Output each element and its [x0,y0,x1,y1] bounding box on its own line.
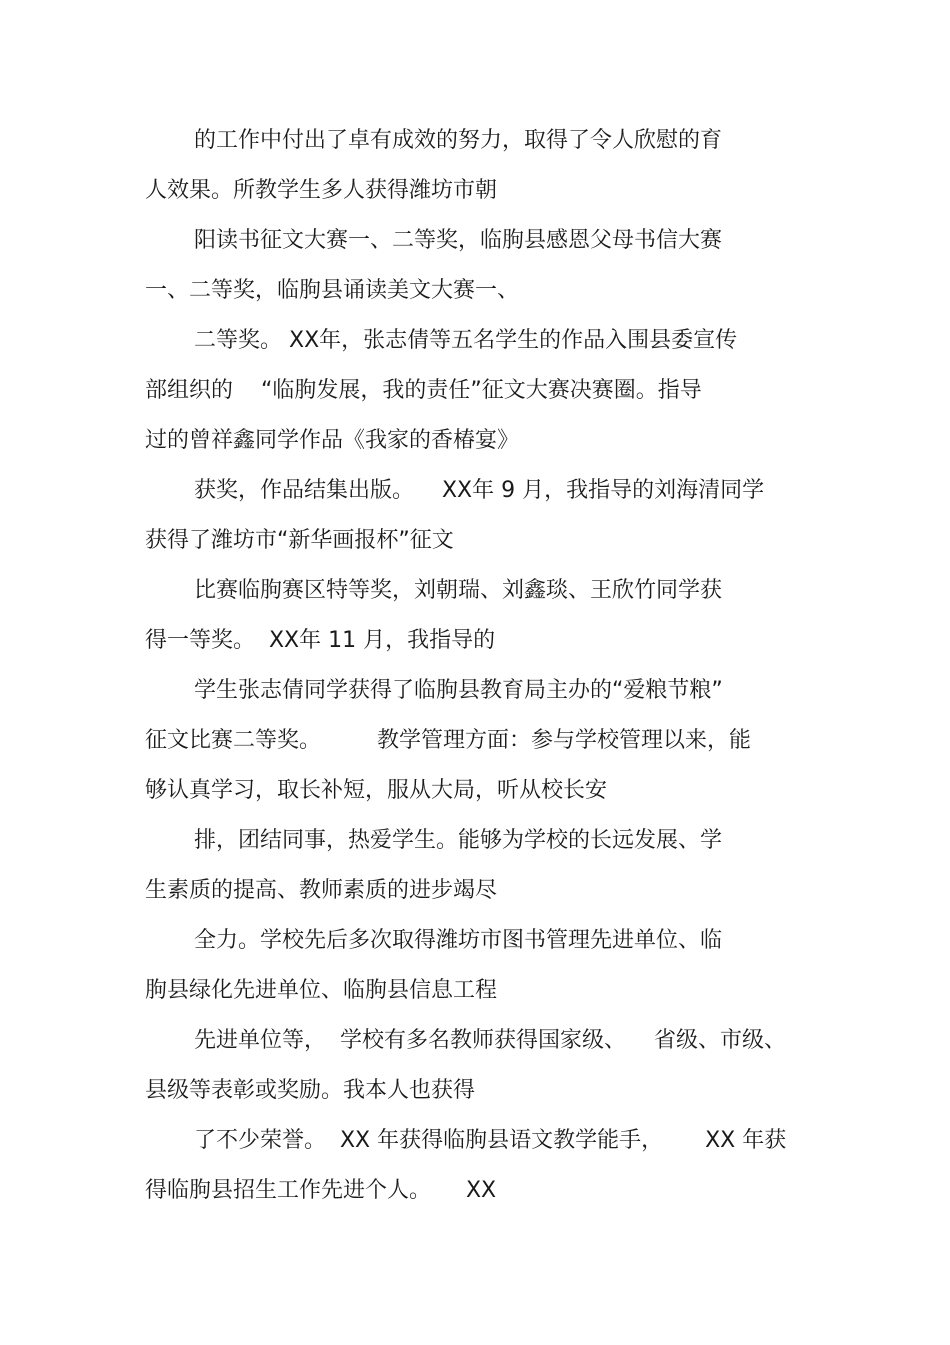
text-line: 比赛临朐赛区特等奖，刘朝瑞、刘鑫琰、王欣竹同学获 [194,578,723,603]
text-line: 学生张志倩同学获得了临朐县教育局主办的“爱粮节粮” [194,678,723,703]
text-line: 过的曾祥鑫同学作品《我家的香椿宴》 [145,428,520,453]
text-line: 了不少荣誉。 XX 年获得临朐县语文教学能手， XX 年获 [194,1128,787,1153]
text-line: 生素质的提高、教师素质的进步竭尽 [145,878,498,903]
text-line: 得一等奖。 XX年 11 月，我指导的 [145,628,496,653]
text-line: 全力。学校先后多次取得潍坊市图书管理先进单位、临 [194,928,723,953]
text-line: 人效果。所教学生多人获得潍坊市朝 [145,178,498,203]
text-line: 部组织的 “临朐发展，我的责任”征文大赛决赛圈。指导 [145,378,702,403]
text-line: 得临朐县招生工作先进个人。 XX [145,1178,497,1203]
text-line: 二等奖。 XX年，张志倩等五名学生的作品入围县委宣传 [194,328,738,353]
text-line: 获奖，作品结集出版。 XX年 9 月，我指导的刘海清同学 [194,478,765,503]
text-line: 征文比赛二等奖。 教学管理方面：参与学校管理以来，能 [145,728,751,753]
text-line: 朐县绿化先进单位、临朐县信息工程 [145,978,498,1003]
text-line: 排，团结同事，热爱学生。能够为学校的长远发展、学 [194,828,723,853]
text-line: 先进单位等， 学校有多名教师获得国家级、 省级、市级、 [194,1028,786,1053]
text-line: 够认真学习，取长补短，服从大局，听从校长安 [145,778,608,803]
text-line: 获得了潍坊市“新华画报杯”征文 [145,528,454,553]
text-line: 一、二等奖，临朐县诵读美文大赛一、 [145,278,520,303]
text-line: 阳读书征文大赛一、二等奖，临朐县感恩父母书信大赛 [194,228,723,253]
text-line: 县级等表彰或奖励。我本人也获得 [145,1078,476,1103]
text-line: 的工作中付出了卓有成效的努力，取得了令人欣慰的育 [194,128,723,153]
